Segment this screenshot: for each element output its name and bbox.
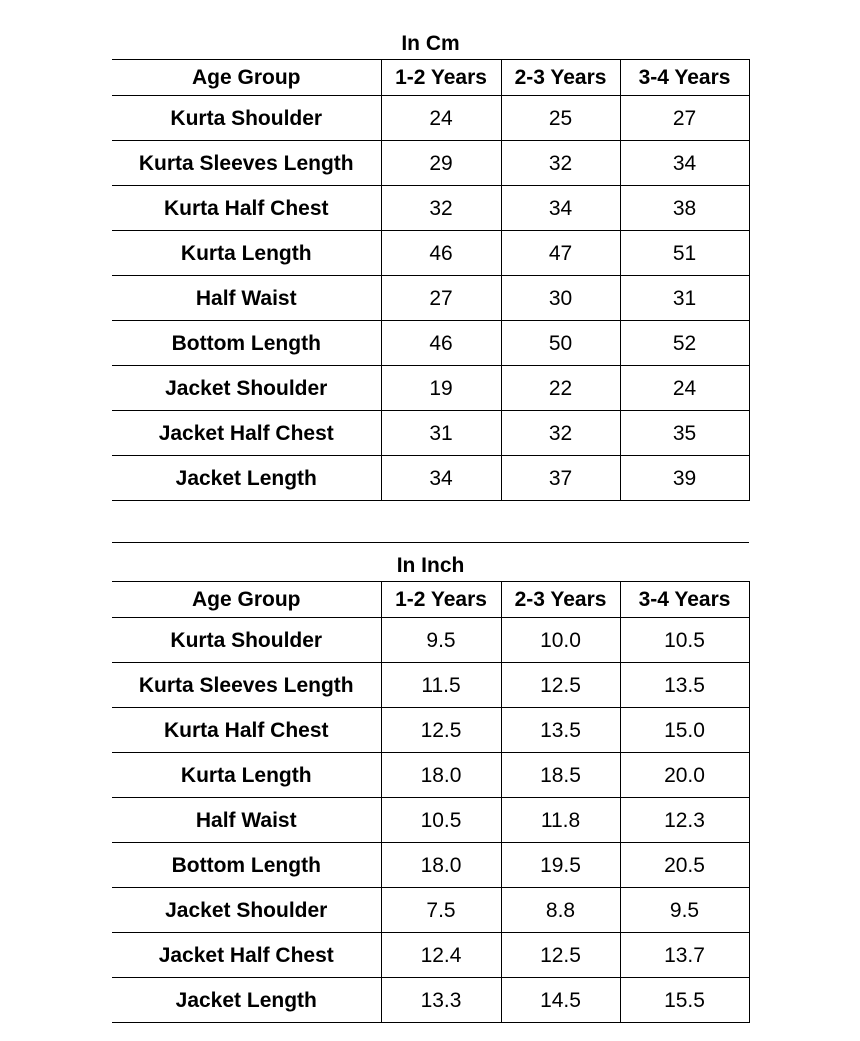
- measurement-value: 24: [381, 96, 501, 141]
- column-header-age-range: 2-3 Years: [501, 60, 620, 96]
- measurement-label: Kurta Half Chest: [112, 186, 381, 231]
- table-row: [112, 186, 749, 231]
- measurement-value: 13.5: [501, 708, 620, 753]
- measurement-value: 13.7: [620, 933, 749, 978]
- column-header-age-group: Age Group: [112, 582, 381, 618]
- measurement-value: 32: [501, 411, 620, 456]
- measurement-value: 12.5: [381, 708, 501, 753]
- measurement-value: 20.0: [620, 753, 749, 798]
- measurement-value: 9.5: [381, 618, 501, 663]
- measurement-label: Jacket Shoulder: [112, 888, 381, 933]
- measurement-value: 46: [381, 321, 501, 366]
- table-row: [112, 141, 749, 186]
- measurement-label: Jacket Half Chest: [112, 933, 381, 978]
- measurement-value: 10.5: [620, 618, 749, 663]
- table-row: [112, 933, 749, 978]
- column-header-age-group: Age Group: [112, 60, 381, 96]
- measurement-value: 22: [501, 366, 620, 411]
- table-title-row: [112, 543, 749, 582]
- table-title-row: [112, 21, 749, 60]
- measurement-label: Jacket Length: [112, 978, 381, 1023]
- measurement-value: 37: [501, 456, 620, 501]
- measurement-value: 32: [501, 141, 620, 186]
- measurement-value: 31: [381, 411, 501, 456]
- measurement-label: Jacket Shoulder: [112, 366, 381, 411]
- measurement-value: 34: [381, 456, 501, 501]
- table-row: [112, 708, 749, 753]
- measurement-value: 9.5: [620, 888, 749, 933]
- table-header-row: [112, 582, 749, 618]
- column-header-age-range: 1-2 Years: [381, 60, 501, 96]
- measurement-value: 27: [381, 276, 501, 321]
- measurement-value: 31: [620, 276, 749, 321]
- measurement-value: 51: [620, 231, 749, 276]
- table-row: [112, 663, 749, 708]
- table-row: [112, 618, 749, 663]
- table-title: In Cm: [112, 21, 749, 60]
- table-header-row: [112, 60, 749, 96]
- table-row: [112, 231, 749, 276]
- table-row: [112, 798, 749, 843]
- measurement-value: 27: [620, 96, 749, 141]
- column-header-age-range: 2-3 Years: [501, 582, 620, 618]
- measurement-value: 18.0: [381, 843, 501, 888]
- measurement-value: 18.5: [501, 753, 620, 798]
- table-row: [112, 843, 749, 888]
- measurement-label: Kurta Half Chest: [112, 708, 381, 753]
- measurement-value: 35: [620, 411, 749, 456]
- measurement-value: 12.3: [620, 798, 749, 843]
- measurement-value: 10.0: [501, 618, 620, 663]
- measurement-label: Half Waist: [112, 276, 381, 321]
- measurement-label: Kurta Sleeves Length: [112, 663, 381, 708]
- table-row: [112, 366, 749, 411]
- measurement-label: Bottom Length: [112, 843, 381, 888]
- table-row: [112, 321, 749, 366]
- measurement-value: 12.4: [381, 933, 501, 978]
- measurement-value: 20.5: [620, 843, 749, 888]
- measurement-value: 34: [620, 141, 749, 186]
- measurement-value: 46: [381, 231, 501, 276]
- measurement-value: 34: [501, 186, 620, 231]
- measurement-value: 12.5: [501, 933, 620, 978]
- measurement-label: Kurta Shoulder: [112, 96, 381, 141]
- measurement-label: Jacket Half Chest: [112, 411, 381, 456]
- column-header-age-range: 3-4 Years: [620, 60, 749, 96]
- table-row: [112, 456, 749, 501]
- measurement-value: 12.5: [501, 663, 620, 708]
- measurement-value: 14.5: [501, 978, 620, 1023]
- measurement-value: 19: [381, 366, 501, 411]
- measurement-value: 19.5: [501, 843, 620, 888]
- measurement-value: 30: [501, 276, 620, 321]
- measurement-value: 32: [381, 186, 501, 231]
- measurement-value: 52: [620, 321, 749, 366]
- measurement-value: 25: [501, 96, 620, 141]
- measurement-value: 13.5: [620, 663, 749, 708]
- measurement-value: 7.5: [381, 888, 501, 933]
- measurement-value: 24: [620, 366, 749, 411]
- column-header-age-range: 3-4 Years: [620, 582, 749, 618]
- measurement-value: 11.8: [501, 798, 620, 843]
- measurement-value: 13.3: [381, 978, 501, 1023]
- measurement-value: 50: [501, 321, 620, 366]
- measurement-value: 15.5: [620, 978, 749, 1023]
- measurement-label: Bottom Length: [112, 321, 381, 366]
- table-row: [112, 888, 749, 933]
- measurement-value: 10.5: [381, 798, 501, 843]
- table-row: [112, 96, 749, 141]
- measurement-value: 15.0: [620, 708, 749, 753]
- column-header-age-range: 1-2 Years: [381, 582, 501, 618]
- measurement-label: Kurta Length: [112, 753, 381, 798]
- measurement-value: 11.5: [381, 663, 501, 708]
- measurement-value: 39: [620, 456, 749, 501]
- measurement-value: 47: [501, 231, 620, 276]
- measurement-label: Jacket Length: [112, 456, 381, 501]
- measurement-label: Half Waist: [112, 798, 381, 843]
- measurement-value: 29: [381, 141, 501, 186]
- table-row: [112, 978, 749, 1023]
- measurement-label: Kurta Length: [112, 231, 381, 276]
- measurement-value: 18.0: [381, 753, 501, 798]
- table-row: [112, 753, 749, 798]
- size-chart-inch-table: [112, 542, 750, 1023]
- measurement-value: 38: [620, 186, 749, 231]
- table-row: [112, 411, 749, 456]
- table-title: In Inch: [112, 543, 749, 582]
- measurement-value: 8.8: [501, 888, 620, 933]
- table-row: [112, 276, 749, 321]
- measurement-label: Kurta Sleeves Length: [112, 141, 381, 186]
- size-chart-cm-table: [112, 21, 750, 501]
- measurement-label: Kurta Shoulder: [112, 618, 381, 663]
